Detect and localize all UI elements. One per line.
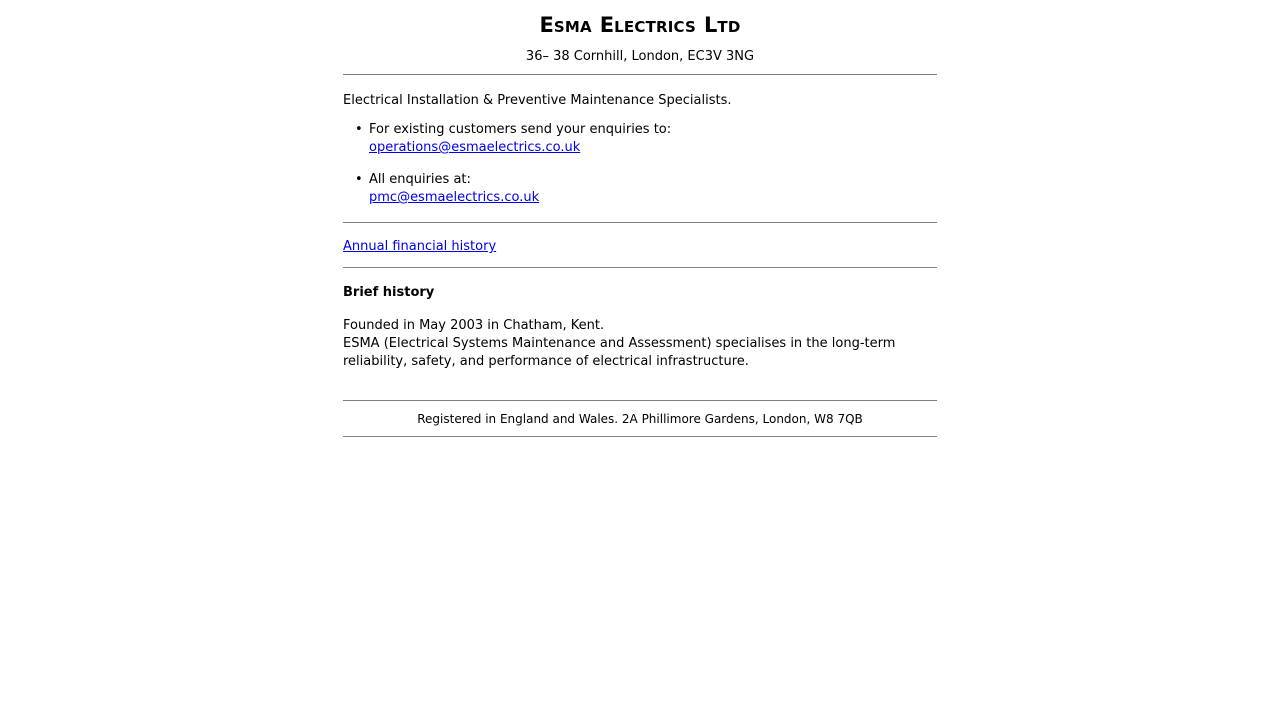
company-tagline: Electrical Installation & Preventive Maintenance Specialists. (343, 93, 732, 108)
contact-label-1: For existing customers send your enquiries to: (369, 122, 672, 137)
company-title-word-3 (704, 13, 740, 37)
company-title-rest-3: TD (717, 18, 741, 36)
company-title-cap-1: E (539, 13, 554, 37)
email-link-operations[interactable]: operations@esmaelectrics.co.uk (369, 140, 581, 155)
divider-below-footer (343, 436, 937, 437)
spacer-above-footer (343, 371, 937, 400)
financial-history-row (343, 223, 937, 267)
company-title-word-1 (539, 13, 591, 37)
company-title (343, 0, 937, 39)
page-container (343, 0, 937, 437)
brief-history-body (343, 302, 937, 371)
company-title-cap-3: L (704, 13, 718, 37)
spacer-above-financial-divider (343, 207, 937, 222)
brief-history-heading: Brief history (343, 285, 435, 300)
email-link-pmc[interactable]: pmc@esmaelectrics.co.uk (369, 190, 540, 205)
company-address: 36– 38 Cornhill, London, EC3V 3NG (525, 49, 755, 64)
list-item (369, 171, 937, 207)
company-title-rest-2: LECTRICS (614, 18, 697, 36)
list-item (369, 121, 937, 157)
footer-registration: Registered in England and Wales. 2A Phillimore Gardens, London, W8 7QB (417, 412, 863, 426)
company-title-word-2 (600, 13, 696, 37)
contact-list (343, 121, 937, 207)
history-line-2: ESMA (Electrical Systems Maintenance and Assessment) specialises in the long-term reliability, safety, and performance of electrical infrastructure. (343, 336, 896, 369)
annual-financial-history-link[interactable]: Annual financial history (343, 239, 497, 254)
company-title-rest-1: SMA (553, 18, 592, 36)
contact-label-2: All enquiries at: (369, 172, 471, 187)
history-line-1: Founded in May 2003 in Chatham, Kent. (343, 318, 605, 333)
company-title-cap-2: E (599, 13, 615, 37)
